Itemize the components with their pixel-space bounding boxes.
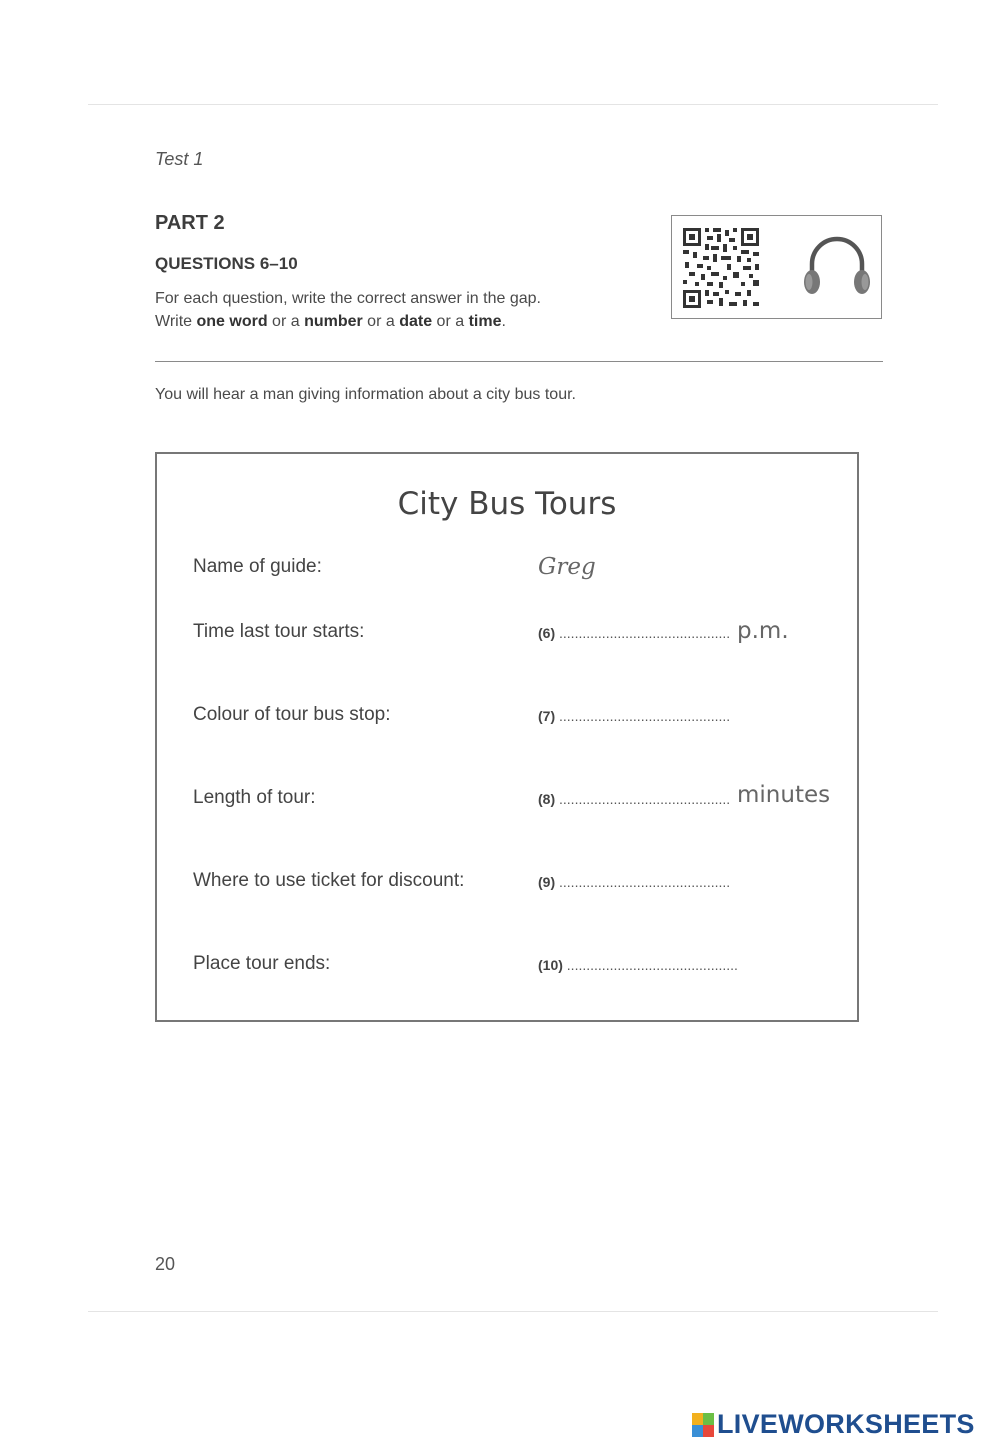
part-heading: PART 2 <box>155 212 225 234</box>
answer-blank[interactable]: ............................................ <box>566 957 738 973</box>
answer-blank[interactable]: ............................................ <box>559 708 731 724</box>
brand-name: LIVEWORKSHEETS <box>717 1409 975 1439</box>
instr-text: or a <box>432 313 469 330</box>
liveworksheets-brand[interactable] <box>692 1409 975 1440</box>
question-number: (10) <box>538 957 563 973</box>
row-label-colour: Colour of tour bus stop: <box>193 704 391 725</box>
suffix-pm: p.m. <box>737 618 789 644</box>
question-number: (9) <box>538 874 556 890</box>
answer-blank[interactable]: ............................................ <box>559 791 731 807</box>
logo-tile <box>692 1413 703 1425</box>
question-number: (6) <box>538 625 556 641</box>
logo-tile <box>703 1413 714 1425</box>
instruction-line-1: For each question, write the correct answer in the gap. <box>155 290 541 307</box>
top-rule <box>88 104 938 105</box>
instr-emph: one word <box>196 313 268 330</box>
suffix-minutes: minutes <box>737 782 831 808</box>
logo-tile <box>692 1425 703 1437</box>
answer-gap-8[interactable] <box>538 791 730 807</box>
answer-gap-9[interactable] <box>538 874 730 890</box>
instr-text: or a <box>362 313 400 330</box>
audio-box[interactable] <box>671 215 882 319</box>
headphones-icon <box>799 234 875 300</box>
answer-gap-10[interactable] <box>538 957 738 973</box>
answer-gap-6[interactable] <box>538 625 730 641</box>
instr-emph: time <box>468 313 502 330</box>
questions-heading: QUESTIONS 6–10 <box>155 254 298 273</box>
answer-blank[interactable]: ............................................ <box>559 874 731 890</box>
row-label-time: Time last tour starts: <box>193 621 365 642</box>
notes-form <box>155 452 859 1022</box>
row-label-guide: Name of guide: <box>193 556 322 577</box>
form-title: City Bus Tours <box>397 486 617 522</box>
page-number: 20 <box>155 1254 176 1274</box>
qr-code-icon[interactable] <box>681 226 761 310</box>
instr-text: or a <box>267 313 305 330</box>
test-label: Test 1 <box>155 149 204 169</box>
liveworksheets-logo-icon <box>692 1413 714 1437</box>
instruction-line-2 <box>155 313 506 331</box>
section-divider <box>155 361 883 362</box>
logo-tile <box>703 1425 714 1437</box>
instr-emph: date <box>399 313 433 330</box>
instr-emph: number <box>304 313 363 330</box>
example-answer-guide: Greg <box>538 554 596 580</box>
instr-text: Write <box>155 313 197 330</box>
bottom-rule <box>88 1311 938 1312</box>
listening-intro: You will hear a man giving information about a city bus tour. <box>155 386 576 403</box>
instr-text: . <box>501 313 506 330</box>
question-number: (7) <box>538 708 556 724</box>
row-label-ends: Place tour ends: <box>193 953 331 974</box>
row-label-length: Length of tour: <box>193 787 316 808</box>
answer-gap-7[interactable] <box>538 708 730 724</box>
question-number: (8) <box>538 791 556 807</box>
answer-blank[interactable]: ............................................ <box>559 625 731 641</box>
row-label-discount: Where to use ticket for discount: <box>193 870 465 891</box>
